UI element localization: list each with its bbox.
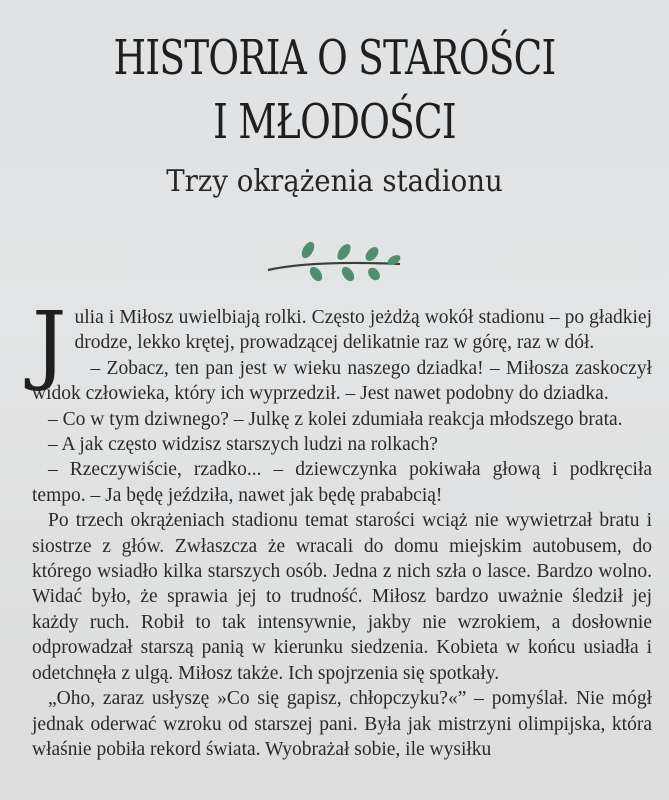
paragraph: – A jak często widzisz starszych ludzi na rolkach? — [48, 434, 438, 456]
paragraph: – Co w tym dziwnego? – Julkę z kolei zdumiała reakcja młodszego brata. — [48, 408, 623, 430]
leaf-sprig-icon — [264, 236, 404, 284]
paragraph: „Oho, zaraz usłyszę »Co się gapisz, chłopczyku?«” – pomyślał. Nie mógł jednak oderwać wzroku od starszej pani. Była jak mistrzyni olimpijska, która właśnie pobiła rekord świata. Wyobrażał sobie, ile wysiłku — [32, 688, 652, 760]
paragraph: Po trzech okrążeniach stadionu temat starości wciąż nie wywietrzał bratu i siostrze z głów. Zwłaszcza że wracali do domu miejskim autobusem, do którego wsiadło kilka starszych osób. Jedna z nich szła o lasce. Bardzo wolno. Widać było, że sprawia jej to trudność. Miłosz bardzo uważnie śledził jej każdy ruch. Robił to tak intensywnie, jakby nie wzrokiem, a dosłownie odprowadzał starszą panią w kierunku siedzenia. Kobieta w końcu usiadła i odetchnęła z ulgą. Miłosz także. Ich spojrzenia się spotkały. — [32, 510, 652, 684]
paragraph: – Rzeczywiście, rzadko... – dziewczynka pokiwała głową i podkręciła tempo. – Ja będę jeździła, nawet jak będę prababcią! — [32, 459, 652, 506]
paragraph: – Zobacz, ten pan jest w wieku naszego dziadka! – Miłosza zaskoczył widok człowieka, który ich wyprzedził. – Jest nawet podobny do dziadka. — [32, 357, 652, 405]
chapter-title-line-1: HISTORIA O STAROŚCI — [113, 30, 556, 86]
paragraph-text: ulia i Miłosz uwielbiają rolki. Często jeżdżą wokół stadionu – po gładkiej drodze, lekko krętej, prowadzącej delikatnie raz w górę, raz w dół. — [74, 307, 652, 354]
article-body — [32, 294, 652, 762]
chapter-title-line-2: I MŁODOŚCI — [213, 94, 456, 150]
drop-cap: J — [32, 294, 67, 394]
chapter-subtitle: Trzy okrążenia stadionu — [166, 164, 503, 199]
